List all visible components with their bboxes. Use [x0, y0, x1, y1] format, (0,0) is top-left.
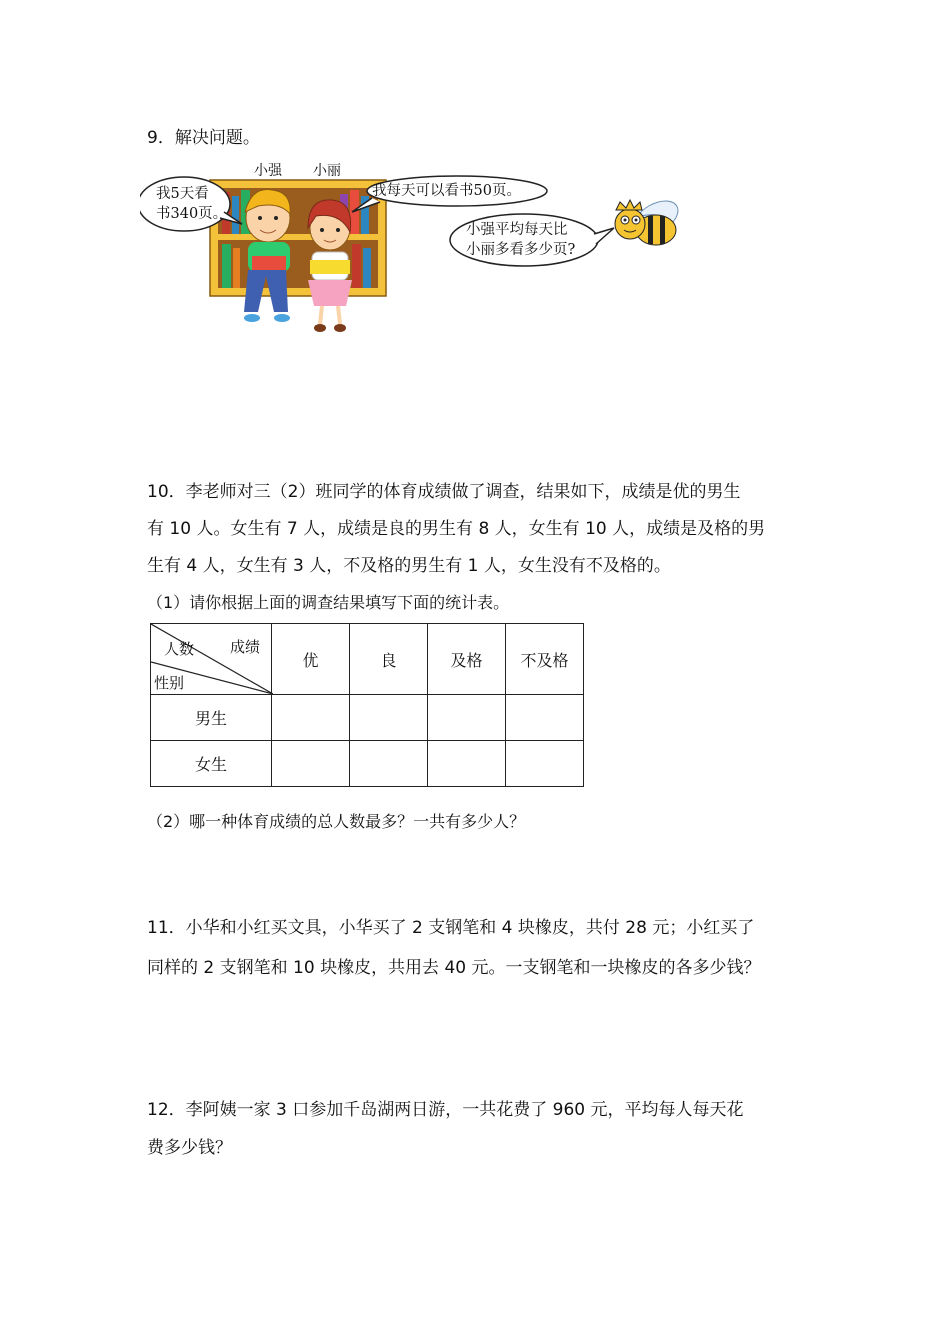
- boy-speech-text: [156, 184, 227, 224]
- corner-label-count: 人数: [164, 640, 195, 658]
- q10-line-3: 生有 4 人，女生有 3 人，不及格的男生有 1 人，女生没有不及格的。: [147, 556, 671, 576]
- corner-label-grade: 成绩: [230, 638, 261, 656]
- bee-speech-text: [466, 220, 575, 260]
- table-row: [151, 741, 584, 787]
- corner-label-gender: 性别: [154, 674, 185, 692]
- girl-image: [308, 200, 352, 332]
- blank-cell[interactable]: [350, 695, 428, 741]
- column-header: 良: [350, 624, 428, 695]
- column-header: 优: [272, 624, 350, 695]
- table-row: [151, 695, 584, 741]
- blank-cell[interactable]: [428, 741, 506, 787]
- blank-cell[interactable]: [272, 695, 350, 741]
- boy-image: [244, 189, 290, 322]
- bee-speech-line-2: 小丽多看多少页?: [466, 242, 576, 258]
- blank-cell[interactable]: [428, 695, 506, 741]
- q12-line-2: 费多少钱？: [147, 1138, 232, 1158]
- bee-speech-line-1: 小强平均每天比: [466, 222, 568, 238]
- table-header-row: [151, 624, 584, 695]
- q11-line-1: 11．小华和小红买文具，小华买了 2 支钢笔和 4 块橡皮，共付 28 元；小红买了: [147, 918, 755, 938]
- q10-line-1: 10．李老师对三（2）班同学的体育成绩做了调查，结果如下，成绩是优的男生: [147, 482, 741, 502]
- boy-speech-line-2: 书340页。: [156, 206, 228, 222]
- q10-part1: （1）请你根据上面的调查结果填写下面的统计表。: [147, 593, 510, 612]
- q12-line-1: 12．李阿姨一家 3 口参加千岛湖两日游，一共花费了 960 元，平均每人每天花: [147, 1100, 744, 1120]
- row-header-boys: 男生: [151, 695, 272, 741]
- table-corner-cell: [151, 624, 272, 695]
- column-header: 不及格: [506, 624, 584, 695]
- bookshelf-image: [210, 180, 386, 296]
- q10-part2: （2）哪一种体育成绩的总人数最多？一共有多少人？: [147, 812, 526, 831]
- girl-speech-text: 我每天可以看书50页。: [372, 183, 521, 199]
- boy-speech-line-1: 我5天看: [156, 186, 209, 202]
- q9-title: 9．解决问题。: [147, 128, 260, 148]
- bee-image: [615, 194, 684, 245]
- name-xiaoqiang: 小强: [254, 163, 282, 179]
- blank-cell[interactable]: [350, 741, 428, 787]
- blank-cell[interactable]: [506, 741, 584, 787]
- blank-cell[interactable]: [506, 695, 584, 741]
- name-xiaoli: 小丽: [313, 163, 341, 179]
- q10-line-2: 有 10 人。女生有 7 人，成绩是良的男生有 8 人，女生有 10 人，成绩是及格的男: [147, 519, 766, 539]
- row-header-girls: 女生: [151, 741, 272, 787]
- statistics-table: [150, 623, 584, 787]
- column-header: 及格: [428, 624, 506, 695]
- blank-cell[interactable]: [272, 741, 350, 787]
- q11-line-2: 同样的 2 支钢笔和 10 块橡皮，共用去 40 元。一支钢笔和一块橡皮的各多少钱？: [147, 958, 761, 978]
